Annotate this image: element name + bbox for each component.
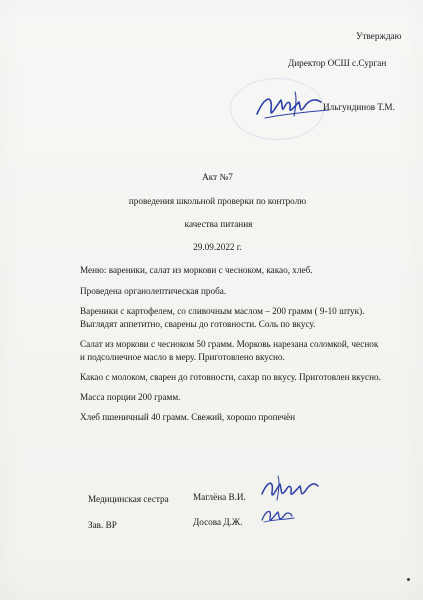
paragraph-5: Хлеб пшеничный 40 грамм. Свежий, хорошо пропечён [80, 412, 295, 422]
test-line: Проведена органолептическая проба. [80, 286, 227, 296]
approval-name: Ильгундинов Т.М. [323, 102, 395, 112]
approval-position: Директор ОСШ с.Сурган [288, 58, 387, 68]
paragraph-2-line-1: Салат из моркови с чесноком 50 грамм. Морковь нарезана соломкой, чеснок [80, 339, 379, 349]
paragraph-1-line-2: Выглядят аппетитно, сварены до готовности. Соль по вкусу. [80, 319, 316, 329]
approval-heading: Утверждаю [356, 31, 402, 41]
head-signature [258, 504, 298, 528]
act-title: Акт №7 [202, 172, 233, 182]
head-role: Зав. ВР [88, 520, 117, 530]
paragraph-1-line-1: Вареники с картофелем, со сливочным маслом – 200 грамм ( 9-10 штук). [80, 306, 365, 316]
paper-speck [407, 578, 410, 581]
act-subtitle-2: качества питания [184, 219, 253, 229]
act-subtitle: проведения школьной проверки по контролю [128, 196, 307, 206]
paragraph-3: Какао с молоком, сварен до готовности, сахар по вкусу. Приготовлен вкусно. [80, 372, 381, 382]
paragraph-4: Масса порции 200 грамм. [80, 392, 181, 402]
nurse-name: Маглёна В.И. [193, 492, 246, 502]
paragraph-2-line-2: и подсолнечное масло в меру. Приготовлено вкусно. [80, 352, 285, 362]
nurse-signature [258, 474, 322, 508]
act-date: 29.09.2022 г. [193, 242, 242, 252]
nurse-role: Медицинская сестра [88, 494, 169, 504]
head-name: Досова Д.Ж. [193, 517, 243, 527]
menu-line: Меню: вареники, салат из моркови с чесноком, какао, хлеб. [80, 265, 313, 275]
